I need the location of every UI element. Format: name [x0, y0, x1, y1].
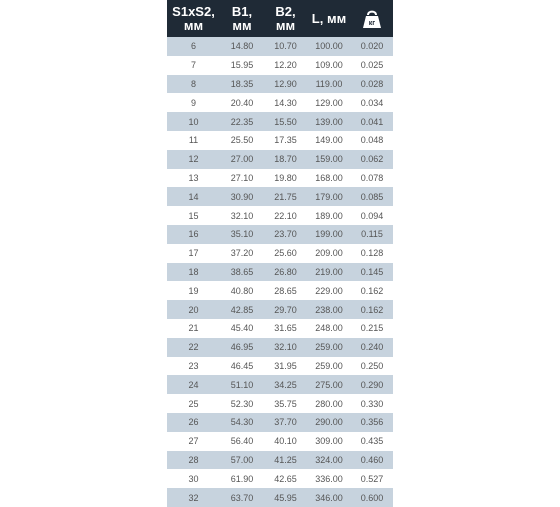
cell-s1xs2: 30 [188, 473, 199, 484]
table-row [167, 131, 393, 150]
table-row [167, 112, 393, 131]
cell-l: 219.00 [315, 266, 343, 277]
cell-s1xs2: 11 [188, 135, 199, 146]
cell-b2: 32.10 [274, 342, 297, 353]
table-row [167, 413, 393, 432]
cell-s1xs2: 28 [188, 454, 199, 465]
cell-l: 199.00 [315, 229, 343, 240]
cell-b1: 22.35 [230, 116, 254, 127]
cell-b2: 31.95 [274, 360, 297, 371]
table-row [167, 225, 393, 244]
table-row [167, 338, 393, 357]
cell-weight: 0.600 [360, 492, 384, 503]
cell-b1: 61.90 [230, 473, 254, 484]
cell-l: 309.00 [315, 436, 343, 447]
cell-b2: 19.80 [274, 172, 297, 183]
cell-b2: 31.65 [274, 323, 297, 334]
cell-l: 109.00 [315, 60, 343, 71]
cell-weight: 0.435 [360, 436, 384, 447]
cell-b2: 12.20 [274, 60, 297, 71]
cell-b2: 35.75 [274, 398, 297, 409]
cell-weight: 0.034 [360, 97, 384, 108]
cell-weight: 0.041 [360, 116, 384, 127]
table-row [167, 75, 393, 94]
header-s1xs2 [167, 0, 220, 37]
table-row [167, 469, 393, 488]
cell-l: 324.00 [315, 454, 343, 465]
cell-s1xs2: 20 [188, 304, 199, 315]
cell-b2: 25.60 [274, 248, 297, 259]
cell-l: 336.00 [315, 473, 343, 484]
table-row [167, 206, 393, 225]
cell-s1xs2: 26 [188, 417, 199, 428]
cell-b2: 23.70 [274, 229, 297, 240]
table-row [167, 263, 393, 282]
cell-b2: 28.65 [274, 285, 297, 296]
cell-b1: 54.30 [230, 417, 254, 428]
cell-weight: 0.330 [360, 398, 384, 409]
cell-b1: 51.10 [230, 379, 254, 390]
weight-icon-label: кг [368, 19, 376, 27]
cell-l: 168.00 [315, 172, 343, 183]
cell-b1: 35.10 [230, 229, 254, 240]
cell-b2: 34.25 [274, 379, 297, 390]
cell-weight: 0.028 [360, 78, 384, 89]
cell-b1: 18.35 [230, 78, 254, 89]
table-row [167, 37, 393, 56]
cell-s1xs2: 25 [188, 398, 199, 409]
cell-b2: 42.65 [274, 473, 297, 484]
cell-l: 189.00 [315, 210, 343, 221]
table-row [167, 357, 393, 376]
cell-l: 238.00 [315, 304, 343, 315]
cell-weight: 0.062 [360, 154, 384, 165]
cell-s1xs2: 12 [188, 154, 199, 165]
cell-weight: 0.094 [360, 210, 384, 221]
cell-b1: 40.80 [230, 285, 254, 296]
cell-b2: 21.75 [274, 191, 297, 202]
cell-b1: 52.30 [230, 398, 254, 409]
cell-b1: 57.00 [230, 454, 254, 465]
table-row [167, 432, 393, 451]
table-row [167, 451, 393, 470]
cell-b1: 15.95 [230, 60, 254, 71]
cell-l: 280.00 [315, 398, 343, 409]
cell-weight: 0.356 [360, 417, 384, 428]
spec-table [167, 0, 393, 507]
cell-b1: 38.65 [230, 266, 254, 277]
cell-l: 209.00 [315, 248, 343, 259]
cell-s1xs2: 16 [188, 229, 199, 240]
cell-s1xs2: 15 [188, 210, 199, 221]
cell-s1xs2: 22 [188, 342, 199, 353]
cell-b1: 20.40 [230, 97, 254, 108]
weight-kg-icon [361, 8, 383, 30]
cell-b2: 40.10 [274, 436, 297, 447]
cell-s1xs2: 32 [188, 492, 199, 503]
cell-b2: 26.80 [274, 266, 297, 277]
header-l [307, 0, 351, 37]
cell-b2: 12.90 [274, 78, 297, 89]
cell-weight: 0.020 [360, 41, 384, 52]
cell-l: 290.00 [315, 417, 343, 428]
cell-b1: 46.95 [230, 342, 254, 353]
table-header [167, 0, 393, 37]
cell-b1: 42.85 [230, 304, 254, 315]
header-unit: мм [232, 17, 252, 33]
table-row [167, 319, 393, 338]
table-row [167, 375, 393, 394]
table-row [167, 281, 393, 300]
cell-weight: 0.215 [360, 323, 384, 334]
cell-s1xs2: 23 [188, 360, 199, 371]
cell-s1xs2: 27 [188, 436, 199, 447]
cell-l: 159.00 [315, 154, 343, 165]
cell-b1: 37.20 [230, 248, 254, 259]
header-weight [351, 0, 393, 37]
cell-b1: 27.10 [230, 172, 254, 183]
cell-weight: 0.162 [360, 285, 384, 296]
cell-weight: 0.527 [360, 473, 384, 484]
cell-b2: 10.70 [274, 41, 297, 52]
header-label: L, мм [311, 10, 347, 26]
cell-weight: 0.145 [360, 266, 384, 277]
table-row [167, 300, 393, 319]
cell-s1xs2: 19 [188, 285, 199, 296]
cell-b1: 14.80 [230, 41, 254, 52]
cell-l: 248.00 [315, 323, 343, 334]
header-unit: мм [275, 17, 296, 33]
cell-b2: 29.70 [274, 304, 297, 315]
header-label: B1, [231, 3, 253, 19]
table-row [167, 169, 393, 188]
cell-l: 139.00 [315, 116, 343, 127]
table-row [167, 488, 393, 507]
cell-b2: 37.70 [274, 417, 297, 428]
cell-b2: 15.50 [274, 116, 297, 127]
cell-l: 129.00 [315, 97, 343, 108]
cell-s1xs2: 17 [188, 248, 199, 259]
cell-weight: 0.115 [361, 229, 383, 240]
cell-b2: 17.35 [274, 135, 297, 146]
cell-weight: 0.290 [360, 379, 384, 390]
cell-b1: 63.70 [230, 492, 254, 503]
cell-l: 229.00 [315, 285, 343, 296]
cell-s1xs2: 24 [188, 379, 199, 390]
table-body [167, 37, 393, 507]
header-b1 [220, 0, 264, 37]
cell-weight: 0.162 [360, 304, 384, 315]
cell-weight: 0.250 [360, 360, 384, 371]
cell-s1xs2: 14 [188, 191, 199, 202]
cell-l: 346.00 [315, 492, 343, 503]
cell-b2: 14.30 [274, 97, 297, 108]
cell-b1: 32.10 [230, 210, 254, 221]
cell-weight: 0.085 [360, 191, 384, 202]
table-row [167, 150, 393, 169]
cell-l: 119.00 [315, 78, 343, 89]
table-row [167, 93, 393, 112]
cell-b1: 25.50 [230, 135, 254, 146]
cell-weight: 0.048 [360, 135, 384, 146]
cell-b1: 27.00 [230, 154, 254, 165]
cell-weight: 0.025 [360, 60, 384, 71]
header-b2 [264, 0, 307, 37]
cell-s1xs2: 10 [188, 116, 199, 127]
cell-s1xs2: 9 [190, 97, 196, 108]
cell-b2: 45.95 [274, 492, 297, 503]
cell-s1xs2: 18 [188, 266, 199, 277]
table-row [167, 244, 393, 263]
cell-weight: 0.128 [360, 248, 384, 259]
cell-s1xs2: 13 [188, 172, 199, 183]
cell-s1xs2: 7 [190, 60, 196, 71]
cell-weight: 0.460 [360, 454, 384, 465]
cell-weight: 0.078 [360, 172, 384, 183]
cell-weight: 0.240 [360, 342, 384, 353]
cell-l: 100.00 [315, 41, 343, 52]
cell-l: 259.00 [315, 342, 343, 353]
header-unit: мм [183, 17, 204, 33]
header-label: S1xS2, [172, 3, 215, 19]
cell-s1xs2: 6 [190, 41, 196, 52]
cell-l: 275.00 [315, 379, 343, 390]
table-row [167, 187, 393, 206]
header-label: B2, [275, 3, 296, 19]
cell-l: 259.00 [315, 360, 343, 371]
cell-l: 149.00 [315, 135, 343, 146]
cell-s1xs2: 21 [188, 323, 199, 334]
table-row [167, 56, 393, 75]
cell-b1: 45.40 [230, 323, 254, 334]
cell-b2: 18.70 [274, 154, 297, 165]
cell-l: 179.00 [315, 191, 343, 202]
cell-b1: 56.40 [230, 436, 254, 447]
cell-b1: 46.45 [230, 360, 254, 371]
cell-b1: 30.90 [230, 191, 254, 202]
cell-s1xs2: 8 [190, 78, 196, 89]
cell-b2: 22.10 [274, 210, 297, 221]
table-row [167, 394, 393, 413]
cell-b2: 41.25 [274, 454, 297, 465]
